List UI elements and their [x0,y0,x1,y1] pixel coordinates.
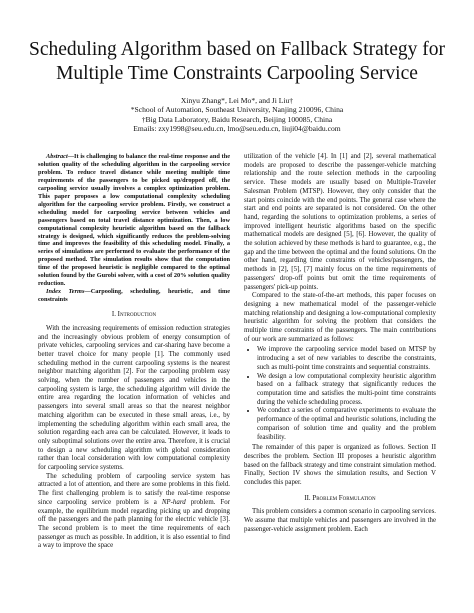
section-heading-problem-formulation: II. Problem Formulation [304,494,376,502]
abstract [38,153,230,288]
intro-paragraph-2-part-a: The scheduling problem of carpooling service system has attracted a lot of attention, and there are some problems in this field. The first challenging problem is to satisfy the real-time response since carpooling service problem is a [38,472,230,506]
np-hard-term: NP-hard [161,498,186,506]
intro-paragraph-2 [38,473,230,551]
intro-paragraph-2-part-b: problem. For example, the equilibrium model regarding picking up and dropping off the passengers and the path planning for the electric vehicle [3]. The second problem is to meet the time requirements of each passenger as much as possible. In addition, it is also essential to find a way to improve the space [38,498,230,550]
index-terms [38,288,230,304]
section-heading-introduction: I. Introduction [111,311,157,319]
list-item: • We design a low computational complexity heuristic algorithm based on a fallback strategy that significantly reduces the computation time and satisfies the multi-point time constraints during the vehicle scheduling process. [257,373,436,408]
intro-paragraph-5: The remainder of this paper is organized as follows. Section II describes the problem. Section III proposes a heuristic algorithm based on the fallback strategy and time constraint simulation method. Finally, Section IV shows the simulation results, and Section V concludes this paper. [244,444,436,487]
formulation-paragraph-1: This problem considers a common scenario in carpooling services. We assume that multiple vehicles and passengers are involved in the passenger-vehicle assignment problem. Each [244,508,436,533]
list-item: • We conduct a series of comparative experiments to evaluate the performance of the optimal and heuristic solutions, including the comparison of solution time and quality and the problem feasibility. [257,407,436,442]
abstract-label: Abstract [46,153,68,160]
left-column [38,153,230,551]
paper-title [0,38,474,86]
abstract-text: —It is challenging to balance the real-time response and the solution quality of the scheduling algorithm in the carpooling service problem. To reduce travel distance while meeting multiple time requirements of the passengers to be picked up/dropped off, the carpooling service usually involves a complex optimization problem. This paper proposes a low computational complexity scheduling algorithm for the carpooling service problem. Firstly, we construct a scheduling model for carpooling service between vehicles and passengers based on total travel distance optimization. Then, a low computational complexity heuristic algorithm based on the fallback strategy is designed, which significantly reduces the problem-solving time and improves the feasibility of this scheduling model. Finally, a series of simulations are performed to evaluate the performance of the proposed method. The simulation results show that the computation time of the proposed heuristic is negligible compared to the optimal solution found by the Gurobi solver, with a cost of 20% solution quality reduction. [38,153,230,288]
list-item: • We improve the carpooling service model based on MTSP by introducing a set of new variables to describe the constraints, such as multi-point time constraints and sequential constraints. [257,346,436,372]
contributions-list [244,346,436,442]
index-terms-label: Index Terms [46,288,85,296]
intro-paragraph-4: Compared to the state-of-the-art methods, this paper focuses on designing a new mathematical model of the passenger-vehicle matching relationship and designing a low-computational complexity heuristic algorithm for solving the problem that considers the multiple time constraints of the passengers. The main contributions of our work are summarized as follows: [244,292,436,343]
affiliation-1: *School of Automation, Southeast University, Nanjing 210096, China [130,105,344,115]
intro-paragraph-1: With the increasing requirements of emission reduction strategies and the increasingly obvious problem of energy consumption of private vehicles, carpooling services and car-sharing have become a better travel choice for many people [1]. The commonly used scheduling method in the current carpooling systems is the nearest neighbor matching algorithm [2]. For the carpooling problem easy solving, when the number of passengers and vehicles in the carpooling system is large, the scheduling algorithm will divide the entire area regarding the location information of vehicles and passengers into several small areas so that the nearest neighbor matching algorithm can be executed in these small areas, i.e., by implementing the scheduling algorithm within each small area, the solution regarding each area can be calculated. However, it leads to only suboptimal solutions over the entire area. Therefore, it is crucial to design a new scheduling algorithm with global consideration rather than local consideration with low computational complexity for carpooling service systems. [38,324,230,472]
intro-paragraph-3: utilization of the vehicle [4]. In [1] and [2], several mathematical models are proposed to describe the passenger-vehicle matching relationship and the route selection methods in the carpooling service. These models are usually based on Multiple-Traveler Salesman Problem (MTSP). However, they only consider that the start points coincide with the end points. The general case where the start and end points are separated is not considered. On the other hand, regarding the solutions to optimization problems, a series of improved intelligent heuristic algorithms based on the specific mathematical models are designed [5], [6]. However, the quality of the solution achieved by these methods is hard to guarantee, e.g., the gap and the time between the optimal and the found solutions. On the other hand, regarding time constraints of vehicles/passengers, the methods in [2], [5], [7] mainly focus on the time requirements of passengers' drop-off points but omit the time requirements of passengers' pick-up points. [244,153,436,291]
index-terms-text: —Carpooling, scheduling, heuristic, and time constraints [38,288,230,304]
title-line-2: Multiple Time Constraints Carpooling Service [56,63,418,84]
author-emails: Emails: zxy1998@seu.edu.cn, lmo@seu.edu.cn, liuji04@baidu.com [133,124,341,134]
author-names: Xinyu Zhang*, Lei Mo*, and Ji Liu† [180,96,294,105]
title-line-1: Scheduling Algorithm based on Fallback Strategy for [29,39,445,60]
affiliation-2: †Big Data Laboratory, Baidu Research, Beijing 100085, China [141,114,333,124]
author-block [0,96,474,134]
right-column [244,153,436,535]
